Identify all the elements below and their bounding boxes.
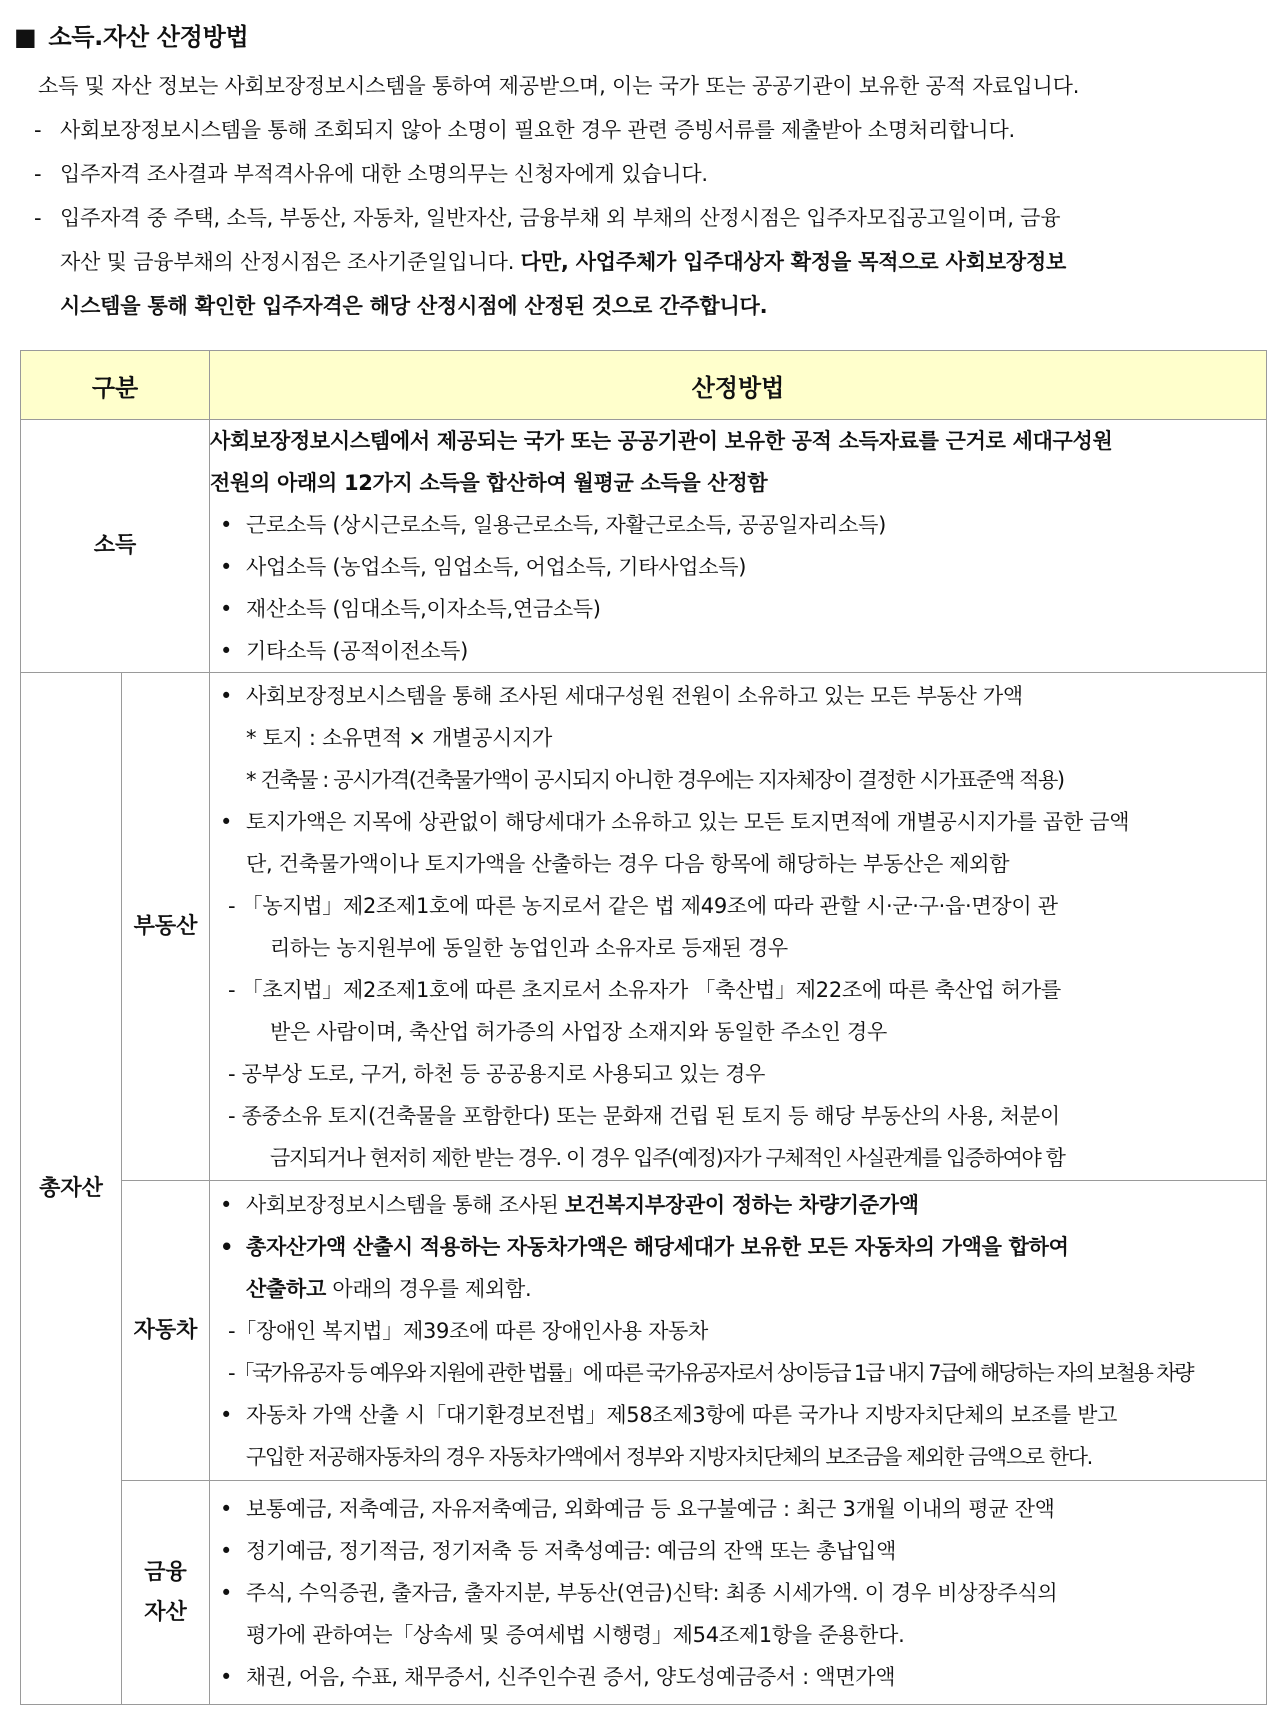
intro-item-text: 입주자격 중 주택, 소득, 부동산, 자동차, 일반자산, 금융부채 외 부채의 산정시점은 입주자모집공고일이며, 금융 [60, 206, 1061, 230]
subcategory-real-estate: 부동산 [122, 673, 210, 1181]
exclusion-item: - 「농지법」제2조제1호에 따른 농지로서 같은 법 제49조에 따라 관할 시·군·구·읍·면장이 관 [228, 893, 1058, 918]
real-estate-item [210, 675, 1266, 717]
income-description: 전원의 아래의 12가지 소득을 합산하여 월평균 소득을 산정함 [210, 471, 768, 495]
exclusion-item: - 종중소유 토지(건축물을 포함한다) 또는 문화재 건립 된 토지 등 해당 부동산의 사용, 처분이 [228, 1103, 1060, 1128]
car-text: 자동차 가액 산출 시「대기환경보전법」제58조제3항에 따른 국가나 지방자치단체의 보조를 받고 [246, 1402, 1118, 1427]
financial-text: 주식, 수익증권, 출자금, 출자지분, 부동산(연금)신탁: 최종 시세가액. 이 경우 비상장주식의 [246, 1580, 1058, 1605]
car-item [210, 1184, 1266, 1226]
financial-item [210, 1572, 1266, 1614]
bullet-icon: • [220, 1402, 233, 1427]
exclusion-item: 받은 사람이며, 축산업 허가증의 사업장 소재지와 동일한 주소인 경우 [270, 1019, 887, 1044]
bullet-icon: • [220, 1496, 233, 1521]
car-text: 아래의 경우를 제외함. [325, 1276, 532, 1301]
bullet-icon: • [220, 1538, 233, 1563]
financial-text: 정기예금, 정기적금, 정기저축 등 저축성예금: 예금의 잔액 또는 총납입액 [246, 1538, 897, 1563]
bullet-icon: • [220, 555, 233, 579]
real-estate-note: * 건축물 : 공시가격(건축물가액이 공시되지 아니한 경우에는 지자체장이 결정한 시가표준액 적용) [246, 767, 1064, 792]
intro-item-text: 사회보장정보시스템을 통해 조회되지 않아 소명이 필요한 경우 관련 증빙서류를 제출받아 소명처리합니다. [60, 118, 1016, 142]
bullet-icon: • [220, 1234, 234, 1259]
table-row-financial [21, 1481, 1267, 1705]
exclusion-item: 리하는 농지원부에 동일한 농업인과 소유자로 등재된 경우 [270, 935, 788, 960]
income-type-text: 재산소득 (임대소득,이자소득,연금소득) [246, 597, 601, 621]
financial-label: 자산 [144, 1599, 187, 1625]
real-estate-text: 단, 건축물가액이나 토지가액을 산출하는 경우 다음 항목에 해당하는 부동산은 제외함 [246, 851, 1010, 876]
intro-item-text: 자산 및 금융부채의 산정시점은 조사기준일입니다. [60, 250, 521, 274]
calculation-method-table [20, 350, 1267, 1705]
income-type-item [210, 630, 1266, 672]
table-header-row [21, 351, 1267, 420]
dash-marker: - [34, 118, 42, 142]
bullet-icon: • [220, 1580, 233, 1605]
income-type-text: 사업소득 (농업소득, 임업소득, 어업소득, 기타사업소득) [246, 555, 747, 579]
car-emphasis-text: 총자산가액 산출시 적용하는 자동차가액은 해당세대가 보유한 모든 자동차의 가액을 합하여 [246, 1234, 1069, 1259]
bullet-icon: • [220, 639, 233, 663]
square-bullet-icon: ■ [14, 23, 37, 51]
car-exclusion-item: -「장애인 복지법」제39조에 따른 장애인사용 자동차 [228, 1318, 709, 1343]
real-estate-item [210, 801, 1266, 843]
financial-text: 평가에 관하여는「상속세 및 증여세법 시행령」제54조제1항을 준용한다. [246, 1622, 905, 1647]
income-description: 사회보장정보시스템에서 제공되는 국가 또는 공공기관이 보유한 공적 소득자료를 근거로 세대구성원 [210, 429, 1113, 453]
intro-emphasis-text: 다만, 사업주체가 입주대상자 확정을 목적으로 사회보장정보 [520, 250, 1067, 274]
exclusion-item: - 「초지법」제2조제1호에 따른 초지로서 소유자가 「축산법」제22조에 따른 축산업 허가를 [228, 977, 1061, 1002]
dash-marker: - [34, 206, 42, 230]
car-text: 구입한 저공해자동차의 경우 자동차가액에서 정부와 지방자치단체의 보조금을 제외한 금액으로 한다. [246, 1444, 1092, 1469]
header-category: 구분 [21, 351, 210, 420]
car-item [210, 1394, 1266, 1436]
real-estate-note: * 토지 : 소유면적 × 개별공시지가 [246, 725, 552, 750]
real-estate-text: 토지가액은 지목에 상관없이 해당세대가 소유하고 있는 모든 토지면적에 개별공시지가를 곱한 금액 [246, 809, 1130, 834]
intro-item [18, 108, 1270, 152]
subcategory-car: 자동차 [122, 1181, 210, 1481]
intro-item-continuation [18, 240, 1270, 284]
bullet-icon: • [220, 513, 233, 537]
income-type-text: 기타소득 (공적이전소득) [246, 639, 469, 663]
car-method-cell [210, 1181, 1267, 1481]
table-row-income [21, 420, 1267, 673]
financial-method-cell [210, 1481, 1267, 1705]
table-row-real-estate [21, 673, 1267, 1181]
financial-text: 보통예금, 저축예금, 자유저축예금, 외화예금 등 요구불예금 : 최근 3개월 이내의 평균 잔액 [246, 1496, 1055, 1521]
financial-item [210, 1656, 1266, 1698]
car-emphasis-text: 보건복지부장관이 정하는 차량기준가액 [564, 1192, 919, 1217]
intro-item-text: 입주자격 조사결과 부적격사유에 대한 소명의무는 신청자에게 있습니다. [60, 162, 708, 186]
income-type-text: 근로소득 (상시근로소득, 일용근로소득, 자활근로소득, 공공일자리소득) [246, 513, 887, 537]
income-type-item [210, 588, 1266, 630]
car-continuation [210, 1268, 1266, 1310]
bullet-icon: • [220, 1192, 233, 1217]
exclusion-item: 금지되거나 현저히 제한 받는 경우. 이 경우 입주(예정)자가 구체적인 사실관계를 입증하여야 함 [270, 1145, 1065, 1170]
table-row-car [21, 1181, 1267, 1481]
section-title-text: 소득.자산 산정방법 [48, 23, 249, 51]
financial-item [210, 1488, 1266, 1530]
financial-item [210, 1530, 1266, 1572]
real-estate-text: 사회보장정보시스템을 통해 조사된 세대구성원 전원이 소유하고 있는 모든 부동산 가액 [246, 683, 1023, 708]
section-title [14, 20, 248, 54]
intro-emphasis-text: 시스템을 통해 확인한 입주자격은 해당 산정시점에 산정된 것으로 간주합니다. [60, 294, 768, 318]
intro-paragraph: 소득 및 자산 정보는 사회보장정보시스템을 통하여 제공받으며, 이는 국가 또는 공공기관이 보유한 공적 자료입니다. [38, 74, 1080, 98]
intro-item [18, 196, 1270, 240]
bullet-icon: • [220, 809, 233, 834]
category-total-assets: 총자산 [21, 673, 122, 1705]
car-exclusion-item: -「국가유공자 등 예우와 지원에 관한 법률」에 따른 국가유공자로서 상이등급 1급 내지 7급에 해당하는 자의 보철용 차량 [228, 1360, 1193, 1385]
intro-notes [18, 64, 1270, 328]
bullet-icon: • [220, 683, 233, 708]
real-estate-method-cell [210, 673, 1267, 1181]
intro-item [18, 152, 1270, 196]
financial-label: 금융 [144, 1559, 187, 1585]
bullet-icon: • [220, 597, 233, 621]
bullet-icon: • [220, 1664, 233, 1689]
car-text: 사회보장정보시스템을 통해 조사된 [246, 1192, 565, 1217]
exclusion-item: - 공부상 도로, 구거, 하천 등 공공용지로 사용되고 있는 경우 [228, 1061, 766, 1086]
car-item [210, 1226, 1266, 1268]
income-method-cell [210, 420, 1267, 673]
income-type-item [210, 546, 1266, 588]
header-method: 산정방법 [210, 351, 1267, 420]
financial-text: 채권, 어음, 수표, 채무증서, 신주인수권 증서, 양도성예금증서 : 액면가액 [246, 1664, 896, 1689]
income-type-item [210, 504, 1266, 546]
subcategory-financial-assets [122, 1481, 210, 1705]
car-emphasis-text: 산출하고 [246, 1276, 326, 1301]
category-income: 소득 [21, 420, 210, 673]
dash-marker: - [34, 162, 42, 186]
